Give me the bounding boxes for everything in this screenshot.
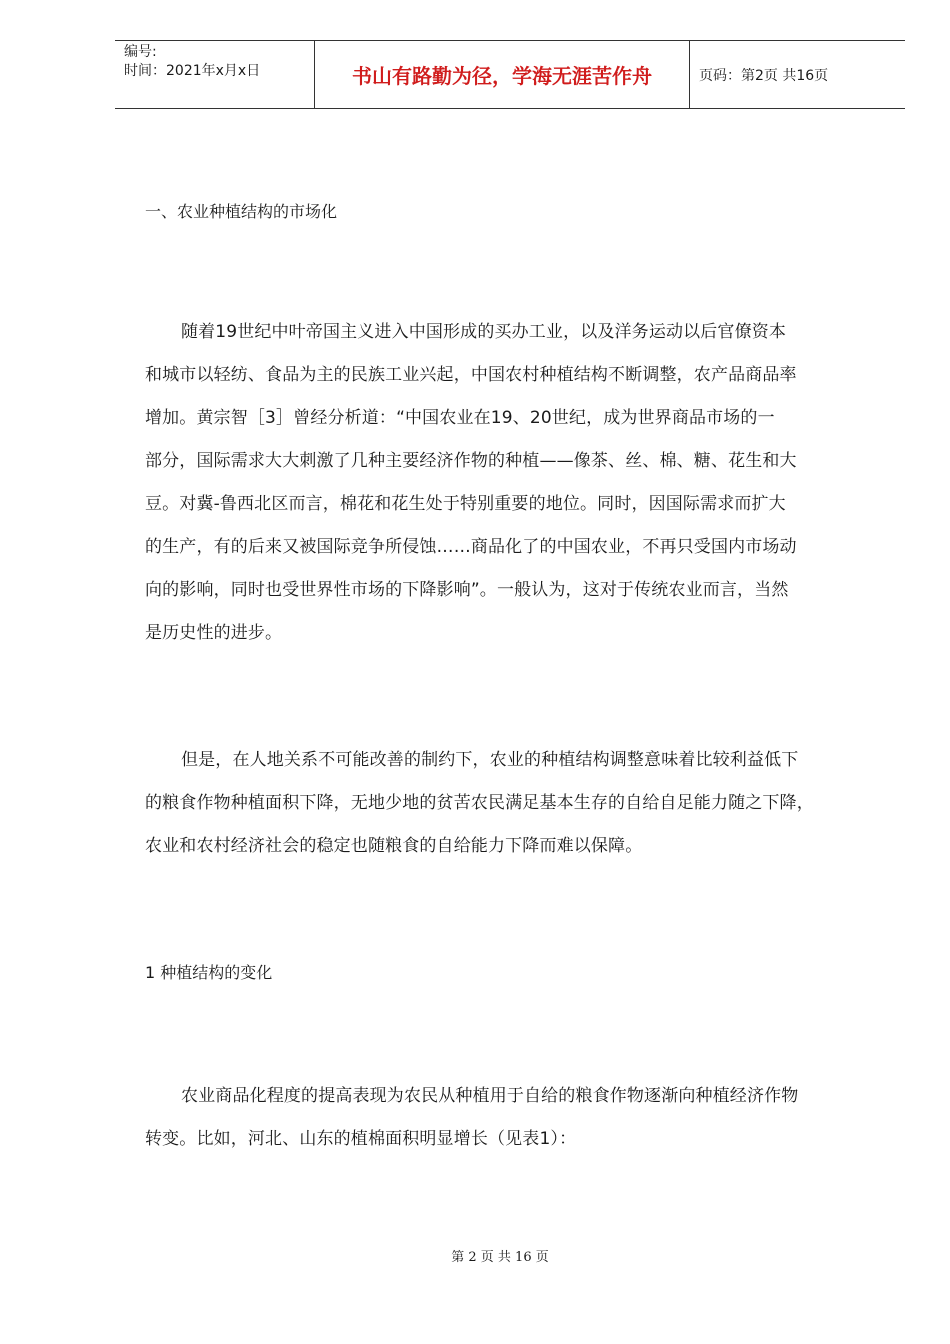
paragraph-line: 增加。黄宗智［3］曾经分析道：“中国农业在19、20世纪，成为世界商品市场的一 [145,408,775,428]
paragraph-line: 转变。比如，河北、山东的植棉面积明显增长（见表1）： [145,1129,577,1149]
paragraph-line: 是历史性的进步。 [145,623,283,643]
paragraph-3 [145,1075,885,1161]
paragraph-line: 向的影响，同时也受世界性市场的下降影响”。一般认为，这对于传统农业而言，当然 [145,580,789,600]
document-number-label: 编号: [124,44,157,60]
paragraph-line: 农业商品化程度的提高表现为农民从种植用于自给的粮食作物逐渐向种植经济作物 [181,1086,799,1106]
page-footer: 第 2 页 共 16 页 [451,1250,549,1265]
paragraph-2 [145,739,885,868]
paragraph-line: 部分，国际需求大大刺激了几种主要经济作物的种植——像茶、丝、棉、糖、花生和大 [145,451,797,471]
paragraph-line: 农业和农村经济社会的稳定也随粮食的自给能力下降而难以保障。 [145,836,643,856]
paragraph-line: 的生产，有的后来又被国际竞争所侵蚀……商品化了的中国农业，不再只受国内市场动 [145,537,797,557]
paragraph-line: 和城市以轻纺、食品为主的民族工业兴起，中国农村种植结构不断调整，农产品商品率 [145,365,797,385]
paragraph-line: 随着19世纪中叶帝国主义进入中国形成的买办工业，以及洋务运动以后官僚资本 [181,322,787,342]
paragraph-line: 豆。对冀-鲁西北区而言，棉花和花生处于特别重要的地位。同时，因国际需求而扩大 [145,494,786,514]
header-info-cell [115,41,315,108]
header-motto: 书山有路勤为径，学海无涯苦作舟 [315,41,690,108]
paragraph-line: 的粮食作物种植面积下降，无地少地的贫苦农民满足基本生存的自给自足能力随之下降， [145,793,814,813]
subsection-heading: 1 种植结构的变化 [145,963,273,982]
paragraph-line: 但是，在人地关系不可能改善的制约下，农业的种植结构调整意味着比较利益低下 [181,750,799,770]
page-header [115,40,905,109]
document-date-label: 时间：2021年x月x日 [124,63,261,79]
section-heading: 一、农业种植结构的市场化 [145,202,338,221]
paragraph-1 [145,311,885,655]
header-page-number: 页码：第2页 共16页 [699,67,829,84]
